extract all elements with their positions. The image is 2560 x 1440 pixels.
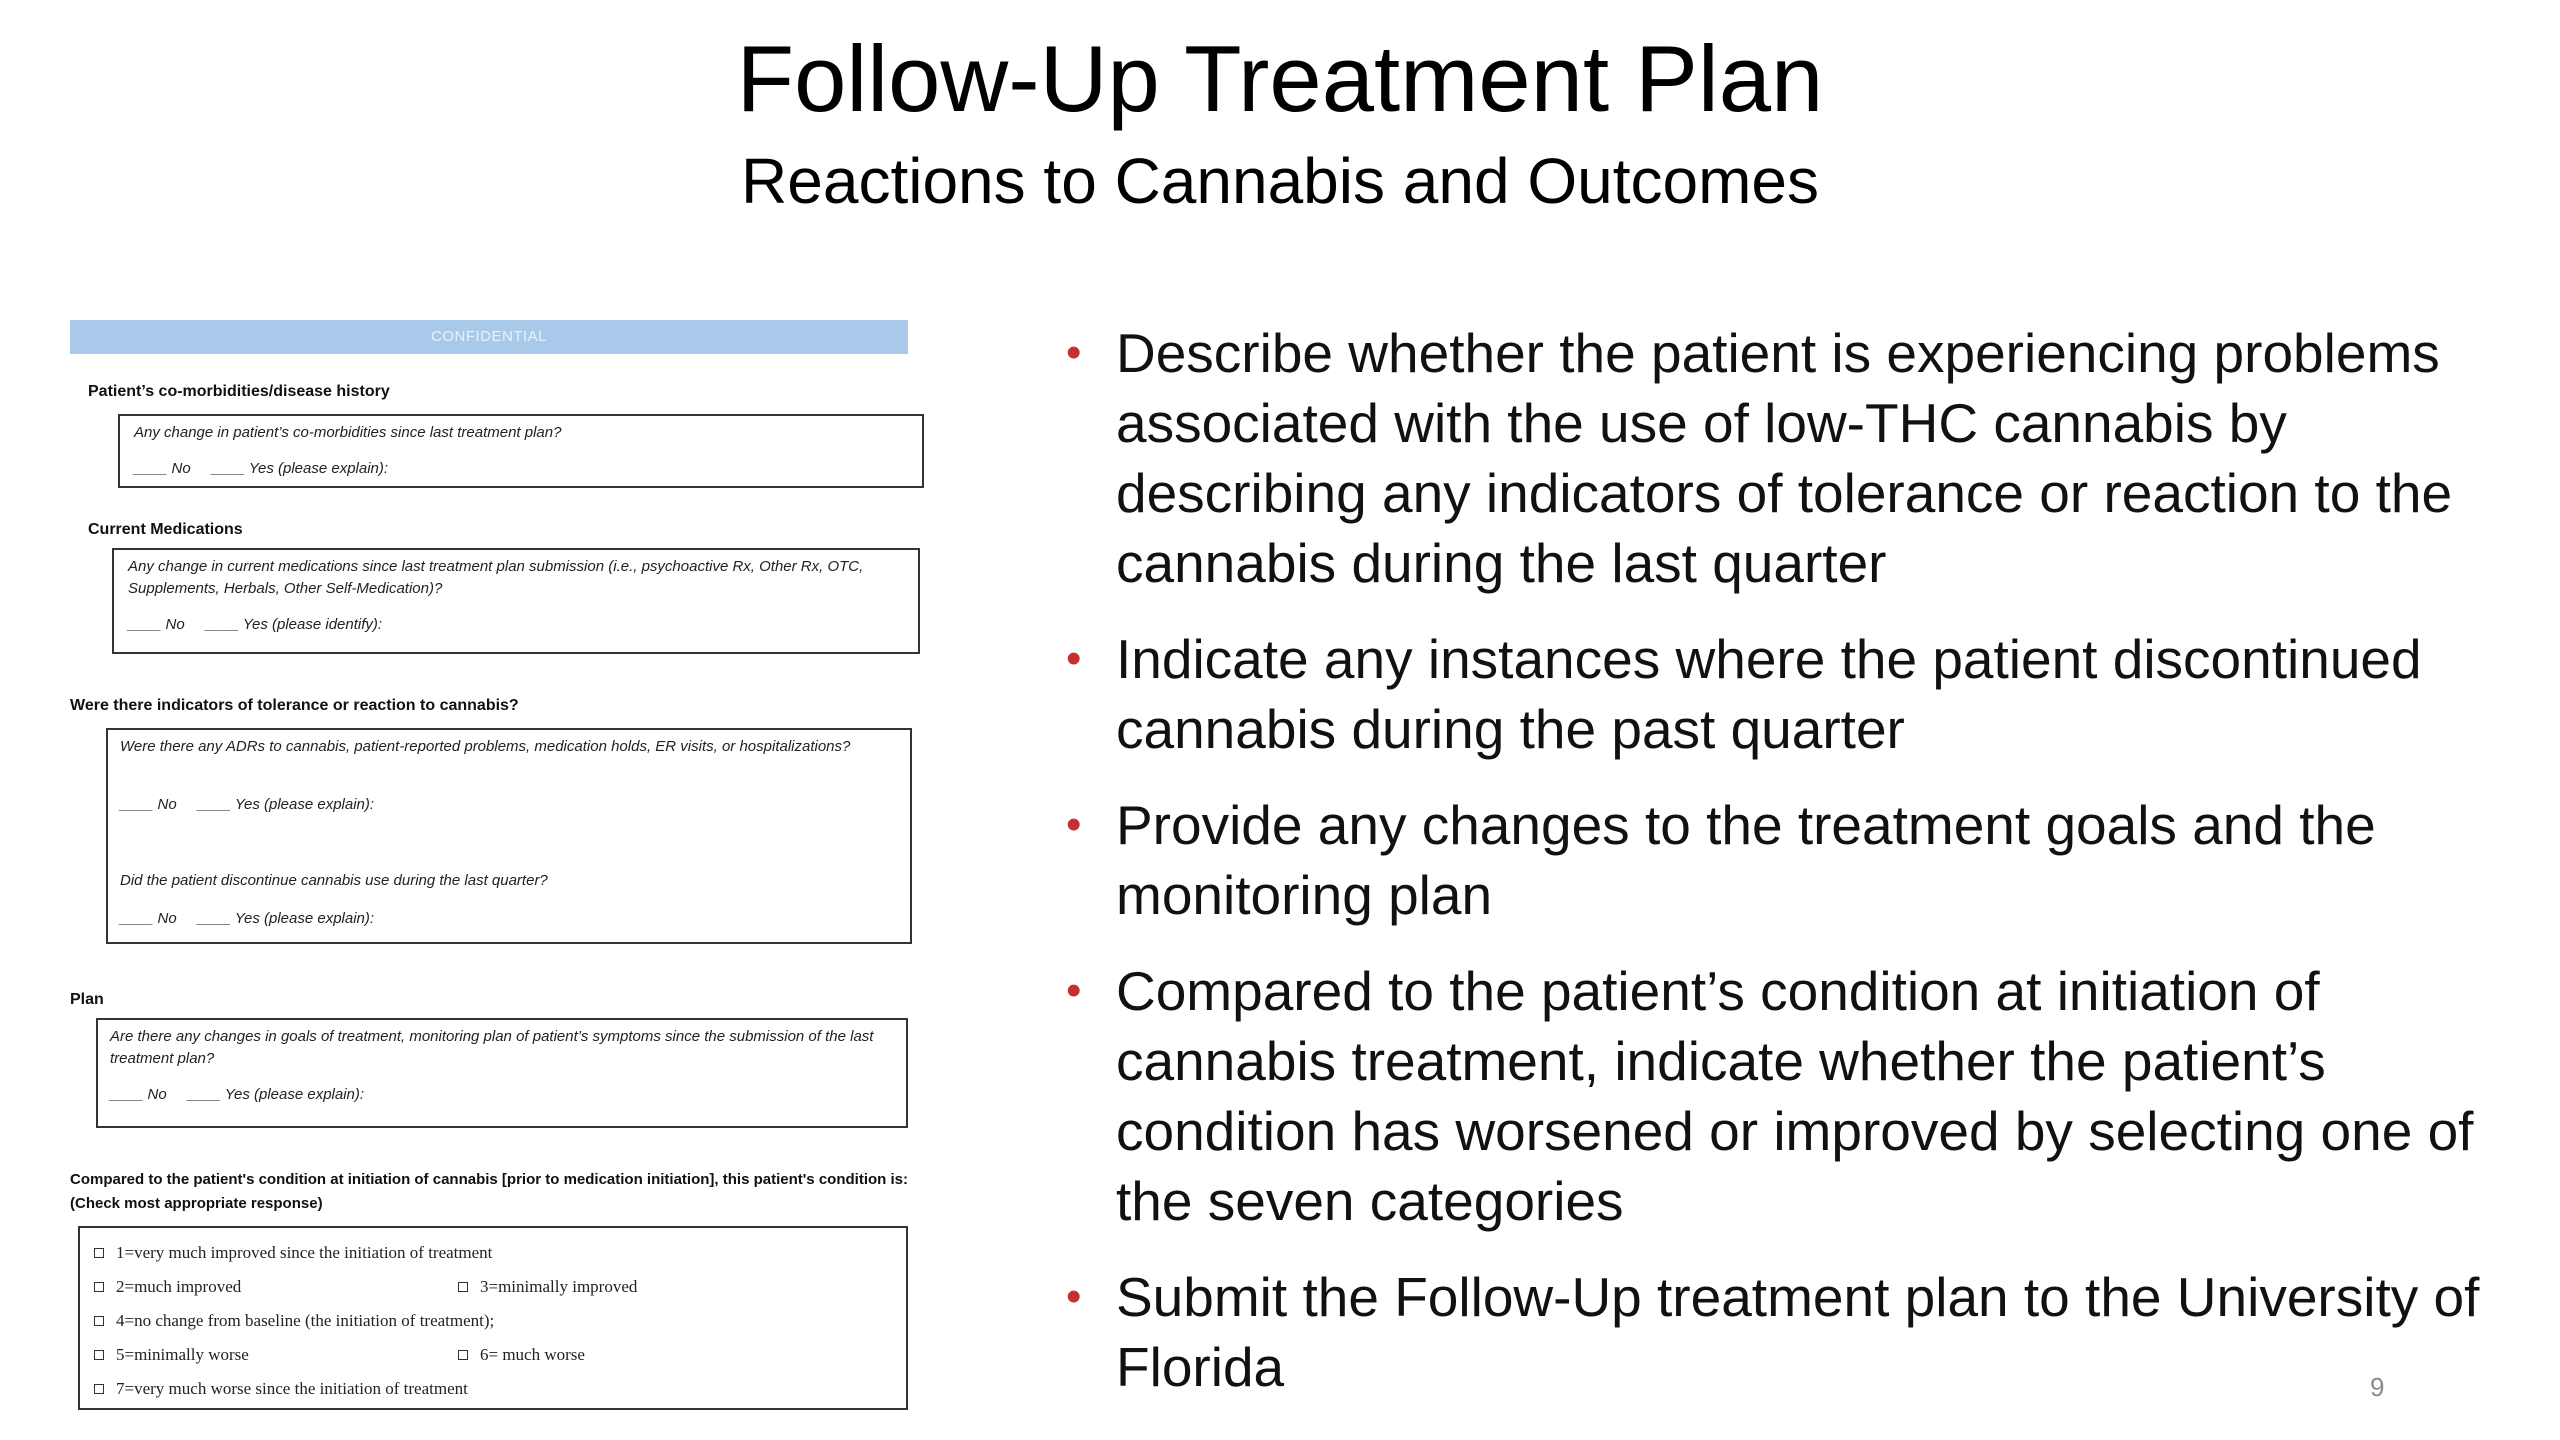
- plan-label: Plan: [70, 991, 104, 1008]
- medications-question: Any change in current medications since last treatment plan submission (i.e., psychoactive Rx, Other Rx, OTC, Supplements, Herbals, Other Self-Medication)?: [128, 558, 864, 597]
- page-number: 9: [2370, 1372, 2385, 1402]
- comorbidities-label: Patient’s co-morbidities/disease history: [88, 383, 390, 400]
- slide-title: Follow-Up Treatment Plan: [736, 26, 1824, 131]
- comorbidities-answer: ____ No ____ Yes (please explain):: [134, 460, 389, 477]
- bullet-dot-icon: •: [1066, 966, 1082, 1015]
- checkbox-icon: [458, 1350, 468, 1360]
- condition-option-4: 4=no change from baseline (the initiation of treatment);: [94, 1310, 494, 1332]
- bullet-dot-icon: •: [1066, 634, 1082, 683]
- discontinue-question: Did the patient discontinue cannabis use during the last quarter?: [120, 872, 548, 889]
- plan-box: [96, 1018, 908, 1128]
- medications-box: [112, 548, 920, 654]
- adr-answer: ____ No ____ Yes (please explain):: [120, 796, 375, 813]
- bullet-item: • Compared to the patient’s condition at initiation of cannabis treatment, indicate whether the patient’s condition has worsened or improved by selecting one of the seven categories: [1066, 956, 2506, 1236]
- condition-option-7: 7=very much worse since the initiation of treatment: [94, 1378, 468, 1400]
- form-thumbnail: [68, 318, 928, 1418]
- condition-option-5: 5=minimally worse: [94, 1344, 249, 1366]
- comorbidities-question: Any change in patient’s co-morbidities since last treatment plan?: [134, 424, 562, 441]
- condition-box: [78, 1226, 908, 1410]
- confidential-banner: CONFIDENTIAL: [70, 320, 908, 354]
- checkbox-icon: [94, 1282, 104, 1292]
- bullet-dot-icon: •: [1066, 800, 1082, 849]
- bullet-dot-icon: •: [1066, 1272, 1082, 1321]
- condition-label: Compared to the patient's condition at initiation of cannabis [prior to medication initiation], this patient's condition is: (Check most appropriate response): [70, 1171, 908, 1212]
- comorbidities-box: [118, 414, 924, 488]
- medications-answer: ____ No ____ Yes (please identify):: [128, 616, 383, 633]
- discontinue-answer: ____ No ____ Yes (please explain):: [120, 910, 375, 927]
- condition-option-2: 2=much improved: [94, 1276, 241, 1298]
- checkbox-icon: [458, 1282, 468, 1292]
- adr-question: Were there any ADRs to cannabis, patient-reported problems, medication holds, ER visits, or hospitalizations?: [120, 738, 851, 755]
- bullet-item: • Describe whether the patient is experiencing problems associated with the use of low-THC cannabis by describing any indicators of tolerance or reaction to the cannabis during the last quarter: [1066, 318, 2506, 598]
- bullet-item: • Indicate any instances where the patient discontinued cannabis during the past quarter: [1066, 624, 2506, 764]
- checkbox-icon: [94, 1384, 104, 1394]
- checkbox-icon: [94, 1316, 104, 1326]
- bullet-item: • Provide any changes to the treatment goals and the monitoring plan: [1066, 790, 2506, 930]
- checkbox-icon: [94, 1350, 104, 1360]
- condition-option-1: 1=very much improved since the initiation of treatment: [94, 1242, 492, 1264]
- condition-option-3: 3=minimally improved: [458, 1276, 637, 1298]
- slide-subtitle: Reactions to Cannabis and Outcomes: [741, 145, 1819, 217]
- bullet-item: • Submit the Follow-Up treatment plan to the University of Florida: [1066, 1262, 2506, 1402]
- plan-question: Are there any changes in goals of treatment, monitoring plan of patient’s symptoms since the submission of the last treatment plan?: [110, 1028, 874, 1067]
- tolerance-box: [106, 728, 912, 944]
- medications-label: Current Medications: [88, 521, 243, 538]
- tolerance-label: Were there indicators of tolerance or reaction to cannabis?: [70, 697, 519, 714]
- condition-option-6: 6= much worse: [458, 1344, 585, 1366]
- bullet-list: [1066, 318, 2506, 1428]
- checkbox-icon: [94, 1248, 104, 1258]
- plan-answer: ____ No ____ Yes (please explain):: [110, 1086, 365, 1103]
- bullet-dot-icon: •: [1066, 328, 1082, 377]
